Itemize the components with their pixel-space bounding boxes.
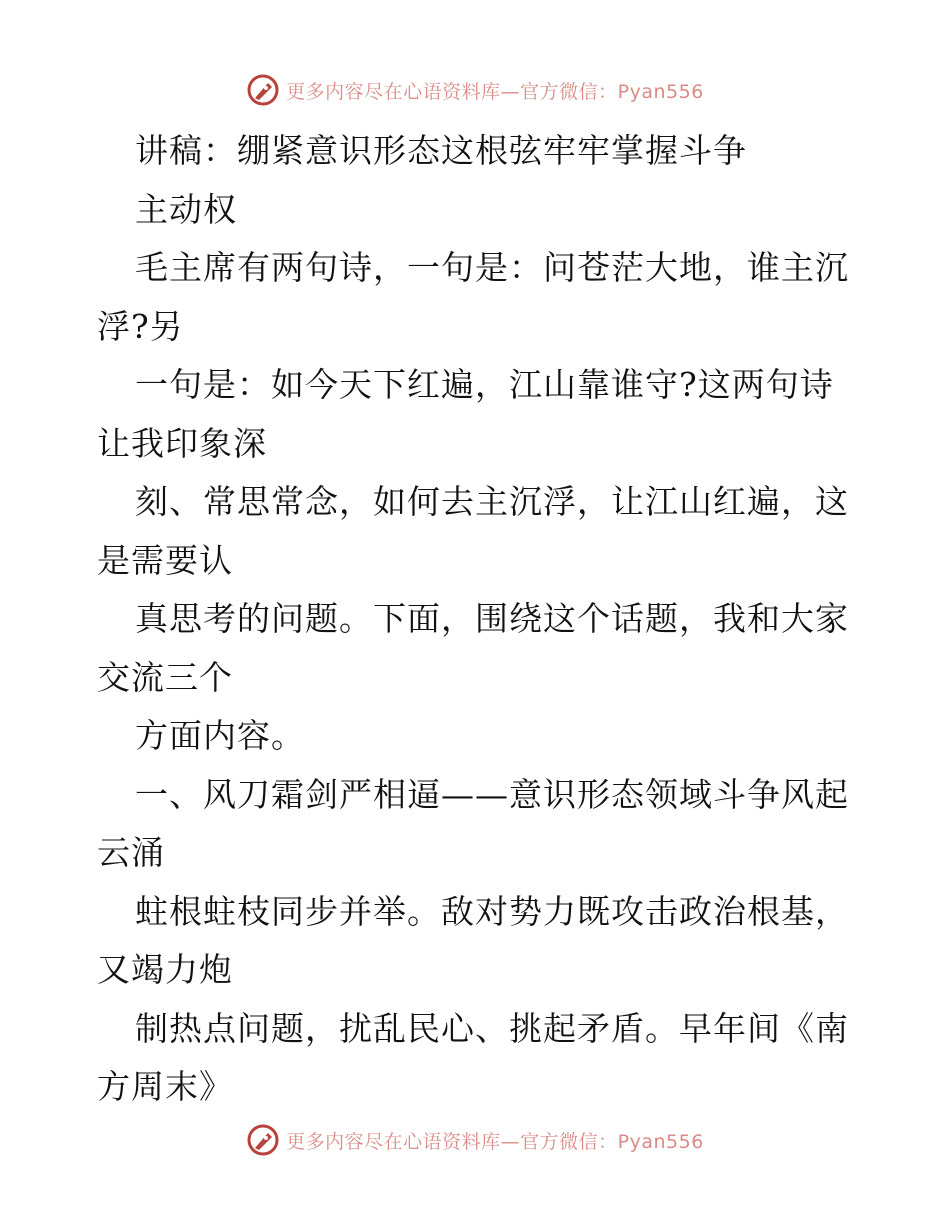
header-watermark — [0, 70, 950, 110]
text-line: 刻、常思常念，如何去主沉浮，让江山红遍，这 — [135, 482, 849, 521]
text-line: 蛀根蛀枝同步并举。敌对势力既攻击政治根基， — [135, 891, 849, 931]
pen-nib-circle-icon — [246, 1123, 280, 1157]
text-line: 讲稿：绷紧意识形态这根弦牢牢掌握斗争 — [135, 131, 747, 170]
text-line: 方面内容。 — [135, 716, 305, 755]
text-line: 一、风刀霜剑严相逼——意识形态领域斗争风起 — [135, 774, 849, 814]
text-line: 一句是：如今天下红遍，江山靠谁守?这两句诗 — [135, 365, 834, 404]
text-line: 让我印象深 — [97, 423, 267, 463]
text-line: 主动权 — [135, 189, 237, 229]
footer-watermark — [0, 1120, 950, 1160]
text-line: 方周末》 — [97, 1067, 233, 1106]
text-line: 是需要认 — [97, 540, 233, 580]
text-line: 浮?另 — [97, 306, 184, 346]
text-line: 又竭力炮 — [97, 950, 233, 989]
pen-nib-circle-icon — [246, 73, 280, 107]
text-line: 云涌 — [97, 833, 165, 872]
watermark-text: 更多内容尽在心语资料库—官方微信：Pyan556 — [286, 80, 704, 103]
text-line: 交流三个 — [97, 657, 233, 697]
text-line: 毛主席有两句诗，一句是：问苍茫大地，谁主沉 — [135, 248, 849, 287]
document-body — [97, 122, 857, 1117]
text-line: 真思考的问题。下面，围绕这个话题，我和大家 — [135, 599, 849, 638]
watermark-text: 更多内容尽在心语资料库—官方微信：Pyan556 — [286, 1130, 704, 1153]
text-line: 制热点问题，扰乱民心、挑起矛盾。早年间《南 — [135, 1008, 849, 1048]
